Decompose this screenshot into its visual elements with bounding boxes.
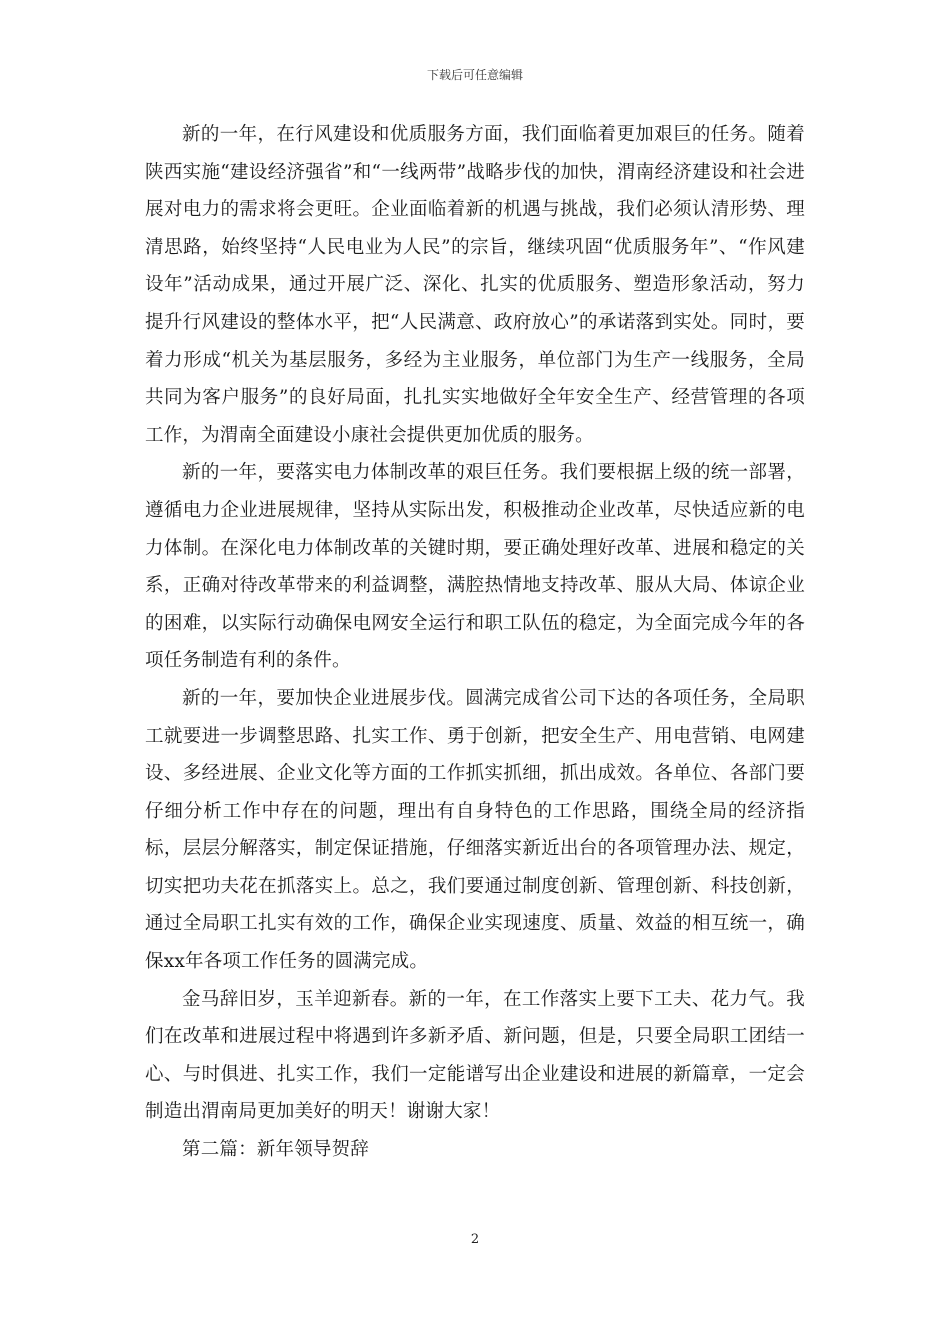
section-heading: 第二篇：新年领导贺辞 <box>182 1139 370 1161</box>
paragraph: 金马辞旧岁，玉羊迎新春。新的一年，在工作落实上要下工夫、花力气。我们在改革和进展过程中将遇到许多新矛盾、新问题，但是，只要全局职工团结一心、与时俱进、扎实工作，我们一定能谱写出企业建设和进展的新篇章，一定会制造出渭南局更加美好的明天！谢谢大家！ <box>145 988 805 1123</box>
paragraph: 新的一年，在行风建设和优质服务方面，我们面临着更加艰巨的任务。随着陕西实施“建设经济强省”和“一线两带”战略步伐的加快，渭南经济建设和社会进展对电力的需求将会更旺。企业面临着新的机遇与挑战，我们必须认清形势、理清思路，始终坚持“人民电业为人民”的宗旨，继续巩固“优质服务年”、“作风建设年”活动成果，通过开展广泛、深化、扎实的优质服务、塑造形象活动，努力提升行风建设的整体水平，把“人民满意、政府放心”的承诺落到实处。同时，要着力形成“机关为基层服务，多经为主业服务，单位部门为生产一线服务，全局共同为客户服务”的良好局面，扎扎实实地做好全年安全生产、经营管理的各项工作，为渭南全面建设小康社会提供更加优质的服务。 <box>145 124 805 446</box>
paragraph: 新的一年，要落实电力体制改革的艰巨任务。我们要根据上级的统一部署，遵循电力企业进展规律，坚持从实际出发，积极推动企业改革，尽快适应新的电力体制。在深化电力体制改革的关键时期，要正确处理好改革、进展和稳定的关系，正确对待改革带来的利益调整，满腔热情地支持改革、服从大局、体谅企业的困难，以实际行动确保电网安全运行和职工队伍的稳定，为全面完成今年的各项任务制造有利的条件。 <box>145 462 805 672</box>
page-header: 下载后可任意编辑 <box>426 68 523 82</box>
paragraph: 新的一年，要加快企业进展步伐。圆满完成省公司下达的各项任务，全局职工就要进一步调整思路、扎实工作、勇于创新，把安全生产、用电营销、电网建设、多经进展、企业文化等方面的工作抓实抓细，抓出成效。各单位、各部门要仔细分析工作中存在的问题，理出有自身特色的工作思路，围绕全局的经济指标，层层分解落实，制定保证措施，仔细落实新近出台的各项管理办法、规定，切实把功夫花在抓落实上。总之，我们要通过制度创新、管理创新、科技创新，通过全局职工扎实有效的工作，确保企业实现速度、质量、效益的相互统一，确保xx年各项工作任务的圆满完成。 <box>145 687 805 973</box>
document-body <box>145 116 805 1169</box>
page-number: 2 <box>470 1232 480 1247</box>
